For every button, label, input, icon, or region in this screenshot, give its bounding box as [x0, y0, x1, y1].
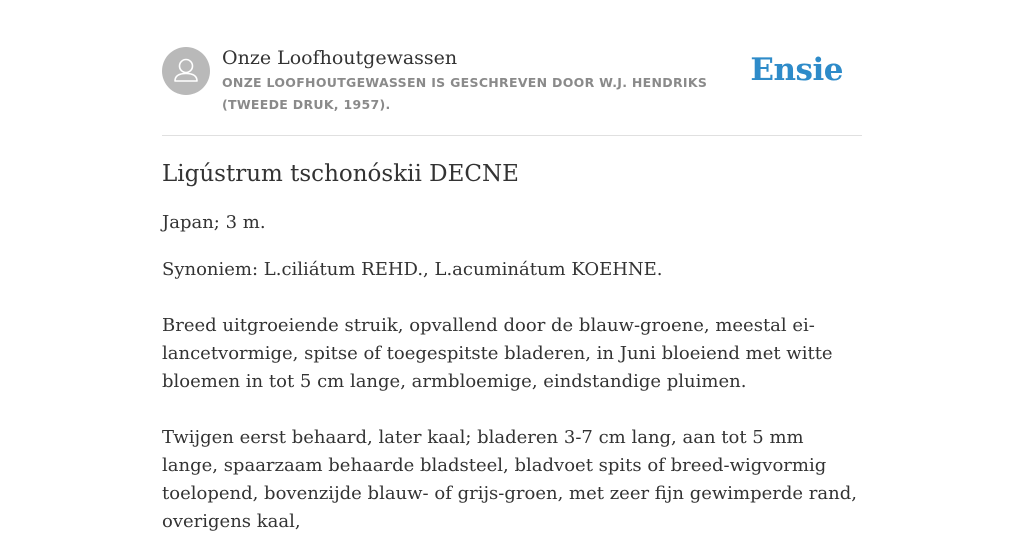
source-title[interactable]: Onze Loofhoutgewassen	[222, 47, 458, 69]
header-divider	[162, 135, 862, 136]
entry-details: Twijgen eerst behaard, later kaal; bladeren 3-7 cm lang, aan tot 5 mm lange, spaarzaam behaarde bladsteel, bladvoet spits of breed-wigvormig toelopend, bovenzijde blauw- of grijs-groen, met zeer fijn gewimperde rand, overigens kaal,	[162, 427, 857, 532]
source-description: ONZE LOOFHOUTGEWASSEN IS GESCHREVEN DOOR W.J. HENDRIKS (TWEEDE DRUK, 1957).	[222, 75, 708, 112]
entry-content	[162, 158, 862, 536]
entry-synonyms: Synoniem: L.ciliátum REHD., L.acuminátum KOEHNE.	[162, 259, 663, 280]
ensie-logo[interactable]: Ensie	[750, 52, 843, 88]
entry-title: Ligústrum tschonóskii DECNE	[162, 161, 519, 187]
entry-description: Breed uitgroeiende struik, opvallend door de blauw-groene, meestal ei-lancetvormige, spitse of toegespitste bladeren, in Juni bloeiend met witte bloemen in tot 5 cm lange, armbloemige, eindstandige pluimen.	[162, 315, 833, 392]
user-avatar-icon[interactable]	[162, 47, 210, 95]
source-header	[162, 46, 862, 136]
entry-origin: Japan; 3 m.	[162, 212, 266, 233]
